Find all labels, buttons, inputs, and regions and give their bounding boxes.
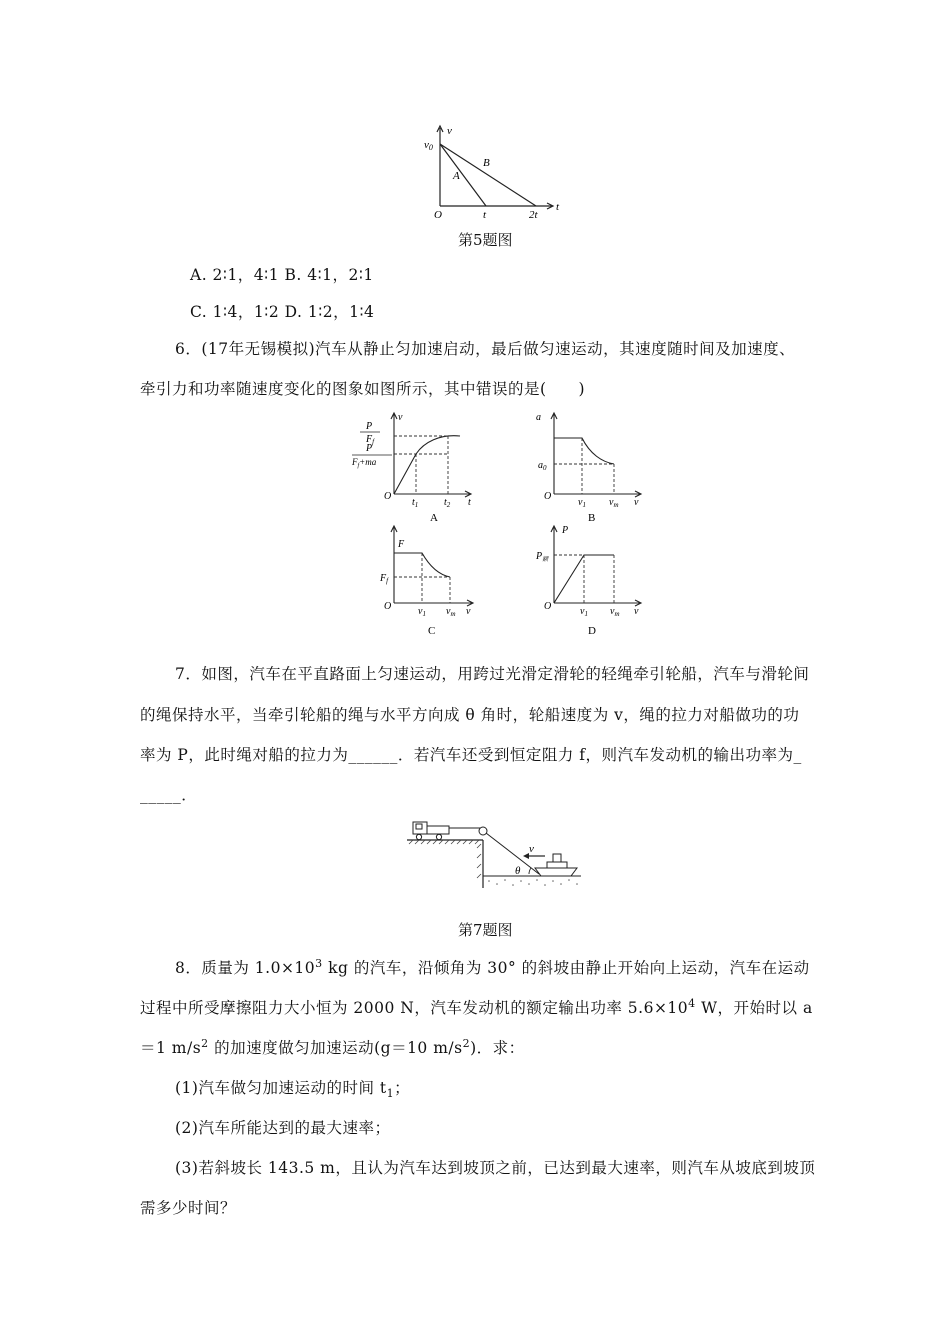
q8-line3: ＝1 $m/s^2$ 的加速度做匀加速运动(g＝10 $m/s^2$)．求： bbox=[140, 1036, 525, 1057]
svg-text:O: O bbox=[384, 491, 392, 502]
svg-text:v1: $v_1$ bbox=[580, 606, 588, 618]
velocity-curve bbox=[394, 436, 460, 494]
graph-a-caption: A bbox=[430, 512, 438, 524]
q6-graph-b bbox=[530, 410, 650, 525]
q5-options-line2: C. 1∶4，1∶2 D. 1∶2，1∶4 bbox=[190, 303, 375, 321]
q6-graph-c bbox=[372, 523, 482, 638]
line-a bbox=[440, 144, 486, 206]
figure-5-caption: 第5题图 bbox=[458, 231, 513, 249]
q8-line2: 过程中所受摩擦阻力大小恒为 2000 N，汽车发动机的额定输出功率 $5.6\times 10^4$ W，开始时以 a bbox=[140, 996, 813, 1017]
svg-text:v1: $v_1$ bbox=[578, 497, 586, 509]
svg-text:t: t bbox=[468, 497, 471, 508]
q7-line1: 7．如图，汽车在平直路面上匀速运动，用跨过光滑定滑轮的轻绳牵引轮船，汽车与滑轮间 bbox=[175, 665, 810, 683]
svg-text:a: a bbox=[536, 412, 541, 423]
svg-text:P: P bbox=[366, 421, 373, 432]
t-axis-label: t bbox=[556, 201, 560, 213]
svg-text:O: O bbox=[384, 601, 392, 612]
q5-options-line1: A. 2∶1，4∶1 B. 4∶1，2∶1 bbox=[190, 266, 374, 284]
svg-text:vm: $v_m$ bbox=[446, 606, 456, 618]
origin-label: O bbox=[434, 209, 442, 218]
svg-text:Ff: $F_f$ bbox=[366, 434, 375, 446]
line-a-label: A bbox=[453, 170, 460, 182]
t-tick-label: t bbox=[483, 209, 487, 218]
q6-graph-d bbox=[530, 523, 650, 638]
svg-text:v: v bbox=[466, 606, 471, 617]
svg-text:vm: $v_m$ bbox=[610, 606, 620, 618]
svg-text:P: P bbox=[366, 443, 373, 454]
q6-line2: 牵引力和功率随速度变化的图象如图所示，其中错误的是( ) bbox=[140, 380, 586, 398]
2t-tick-label: 2t bbox=[529, 209, 538, 218]
q8-sub3-line2: 需多少时间？ bbox=[140, 1199, 237, 1217]
svg-text:vm: $v_m$ bbox=[609, 497, 619, 509]
graph-c-caption: C bbox=[428, 625, 436, 637]
svg-text:v: v bbox=[634, 606, 639, 617]
v-axis-label: v bbox=[447, 125, 452, 137]
svg-text:v: v bbox=[634, 497, 639, 508]
truck bbox=[413, 822, 449, 840]
v0-label: v0 bbox=[424, 139, 433, 152]
theta-label: θ bbox=[515, 865, 521, 877]
q8-line1: 8．质量为 $1.0\times 10^3$ kg 的汽车，沿倾角为 30° 的斜坡由静止开始向上运动，汽车在运动 bbox=[175, 956, 810, 977]
acceleration-curve bbox=[554, 438, 614, 464]
svg-text:O: O bbox=[544, 601, 552, 612]
graph-d-caption: D bbox=[588, 625, 596, 637]
figure-5-graph bbox=[420, 122, 570, 218]
svg-text:v1: $v_1$ bbox=[418, 606, 426, 618]
svg-text:Ff+ma: $F_f+ma$ bbox=[352, 457, 377, 469]
q8-sub1: (1)汽车做匀加速运动的时间 $t_1$； bbox=[175, 1079, 411, 1101]
q7-line3: 率为 P，此时绳对船的拉力为______．若汽车还受到恒定阻力 f，则汽车发动机的输出功率为_ bbox=[140, 746, 802, 764]
graph-b-caption: B bbox=[588, 512, 596, 524]
velocity-label: v bbox=[529, 843, 534, 855]
line-b-label: B bbox=[483, 157, 490, 169]
q8-sub2: (2)汽车所能达到的最大速率； bbox=[175, 1119, 391, 1137]
svg-text:Ff: $F_f$ bbox=[380, 573, 389, 585]
svg-text:t1: $t_1$ bbox=[412, 497, 419, 509]
q7-line4: _____． bbox=[140, 786, 198, 804]
boat bbox=[535, 854, 577, 876]
svg-text:P额: $P_额$ bbox=[536, 551, 549, 563]
q6-line1: 6．(17年无锡模拟)汽车从静止匀加速启动，最后做匀速运动，其速度随时间及加速度、 bbox=[175, 340, 796, 358]
q7-line2: 的绳保持水平，当牵引轮船的绳与水平方向成 θ 角时，轮船速度为 v，绳的拉力对船做功的功 bbox=[140, 706, 800, 724]
svg-text:F: F bbox=[398, 539, 405, 550]
svg-text:O: O bbox=[544, 491, 552, 502]
q8-sub3-line1: (3)若斜坡长 143.5 m，且认为汽车达到坡顶之前，已达到最大速率，则汽车从坡底到坡顶 bbox=[175, 1159, 816, 1177]
figure-7-diagram bbox=[405, 812, 585, 894]
svg-text:v: v bbox=[398, 412, 403, 423]
q6-graph-a bbox=[340, 410, 480, 525]
figure-7-caption: 第7题图 bbox=[458, 921, 513, 939]
svg-text:t2: $t_2$ bbox=[444, 497, 451, 509]
pulley bbox=[479, 827, 487, 835]
svg-text:a0: $a_0$ bbox=[538, 460, 547, 472]
svg-text:P: P bbox=[562, 525, 569, 536]
